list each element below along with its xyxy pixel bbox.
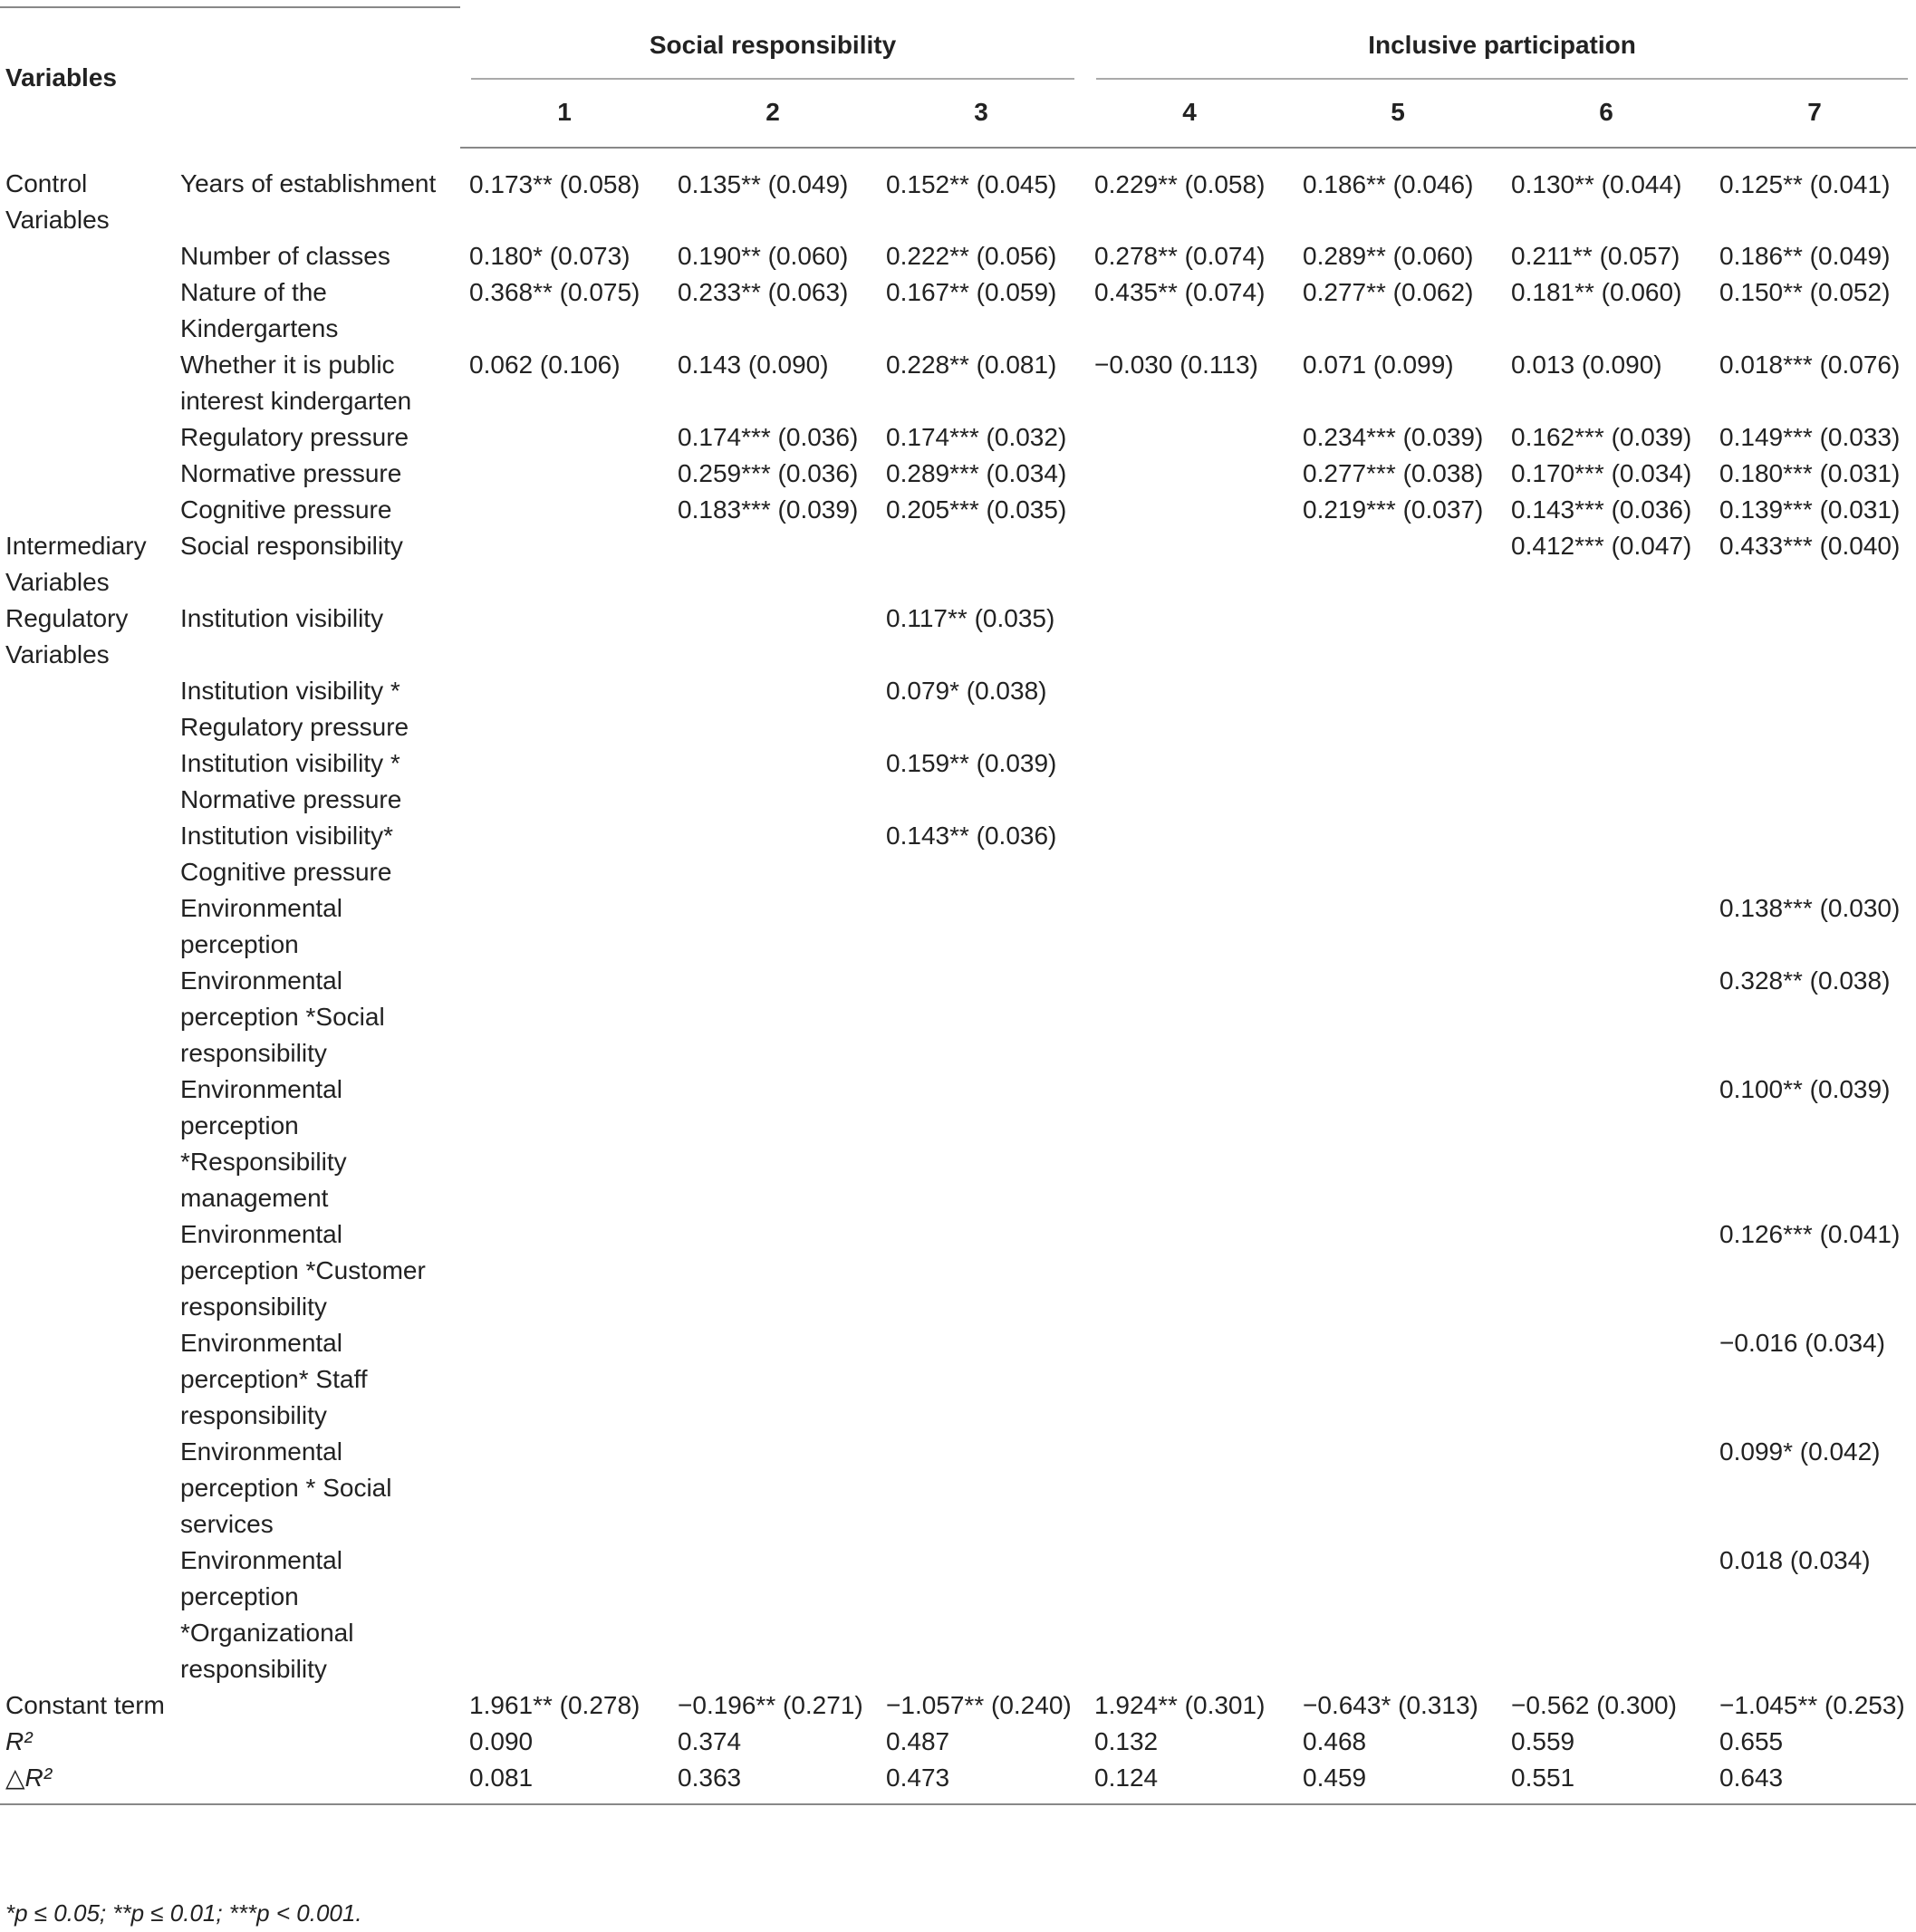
row-variable-label: Institution visibility* Cognitive pressure (180, 822, 393, 886)
row-variable-label: Cognitive pressure (180, 495, 392, 524)
cell-model-7 (1710, 673, 1916, 745)
cell-model-3: 0.222** (0.056) (886, 242, 1057, 270)
group-underline (1096, 78, 1908, 80)
cell-model-3 (877, 890, 1085, 963)
cell-model-1: 0.180* (0.073) (469, 242, 631, 270)
row-group-label (0, 238, 175, 274)
cell-model-5 (1294, 963, 1502, 1072)
cell-model-1: 1.961** (0.278) (469, 1691, 640, 1719)
row-group-label (0, 419, 175, 456)
cell-model-2 (669, 1434, 877, 1543)
group-header-social-responsibility (460, 7, 1085, 80)
table-row (0, 745, 1916, 818)
group-label: Inclusive participation (1368, 31, 1636, 59)
cell-model-1 (460, 601, 669, 673)
table-row (0, 673, 1916, 745)
table-row (0, 1724, 1916, 1760)
cell-model-7 (1710, 601, 1916, 673)
row-group-label: R² (5, 1727, 33, 1755)
cell-model-6 (1502, 673, 1710, 745)
table-row (0, 274, 1916, 347)
row-variable-label: Years of establishment (180, 169, 437, 197)
cell-model-5 (1294, 528, 1502, 601)
cell-model-5: 0.277** (0.062) (1303, 278, 1474, 306)
row-variable-label (175, 1724, 460, 1760)
cell-model-1: 0.090 (469, 1727, 534, 1755)
cell-model-4: −0.030 (0.113) (1094, 351, 1258, 379)
cell-model-2: 0.174*** (0.036) (678, 423, 859, 451)
cell-model-5 (1294, 1216, 1502, 1325)
row-group-label: Regulatory Variables (5, 604, 129, 668)
cell-model-2 (669, 528, 877, 601)
cell-model-4: 0.435** (0.074) (1094, 278, 1266, 306)
cell-model-7: 0.018*** (0.076) (1719, 351, 1901, 379)
group-label: Social responsibility (649, 31, 897, 59)
column-header: 5 (1294, 80, 1502, 148)
cell-model-4 (1085, 456, 1294, 492)
cell-model-4: 1.924** (0.301) (1094, 1691, 1266, 1719)
row-group-label (0, 274, 175, 347)
cell-model-5 (1294, 890, 1502, 963)
row-variable-label: Institution visibility * Normative pressure (180, 749, 402, 813)
cell-model-7: 0.138*** (0.030) (1719, 894, 1901, 922)
cell-model-1 (460, 1543, 669, 1687)
cell-model-4: 0.132 (1094, 1727, 1159, 1755)
cell-model-1 (460, 1216, 669, 1325)
cell-model-7 (1710, 818, 1916, 890)
cell-model-2: 0.183*** (0.039) (678, 495, 859, 524)
row-variable-label: Social responsibility (180, 532, 403, 560)
cell-model-2 (669, 1072, 877, 1216)
cell-model-1 (460, 890, 669, 963)
cell-model-4 (1085, 963, 1294, 1072)
table-row (0, 1072, 1916, 1216)
row-group-label (0, 1325, 175, 1434)
cell-model-5: 0.219*** (0.037) (1303, 495, 1484, 524)
cell-model-3 (877, 1216, 1085, 1325)
cell-model-5: 0.468 (1303, 1727, 1367, 1755)
cell-model-4: 0.278** (0.074) (1094, 242, 1266, 270)
table-row (0, 1760, 1916, 1804)
cell-model-7: 0.149*** (0.033) (1719, 423, 1901, 451)
cell-model-6: 0.412*** (0.047) (1511, 532, 1692, 560)
table-body (0, 148, 1916, 1804)
cell-model-4 (1085, 1072, 1294, 1216)
row-variable-label: Whether it is public interest kindergarten (180, 351, 412, 415)
cell-model-5: 0.186** (0.046) (1303, 170, 1474, 198)
table-row (0, 890, 1916, 963)
table-row (0, 1216, 1916, 1325)
table-row (0, 963, 1916, 1072)
cell-model-6: 0.013 (0.090) (1511, 351, 1662, 379)
row-variable-label: Environmental perception * Social services (180, 1437, 392, 1538)
row-variable-label: Environmental perception *Organizational responsibility (180, 1546, 354, 1683)
cell-model-2 (669, 818, 877, 890)
cell-model-6: 0.130** (0.044) (1511, 170, 1682, 198)
cell-model-4 (1085, 818, 1294, 890)
cell-model-1 (460, 673, 669, 745)
cell-model-1 (460, 492, 669, 528)
cell-model-2: 0.143 (0.090) (678, 351, 829, 379)
cell-model-4 (1085, 492, 1294, 528)
row-variable-label: Environmental perception *Social responsibility (180, 966, 385, 1067)
cell-model-6: 0.162*** (0.039) (1511, 423, 1692, 451)
column-header: 3 (877, 80, 1085, 148)
cell-model-2: 0.190** (0.060) (678, 242, 849, 270)
cell-model-3: 0.289*** (0.034) (886, 459, 1067, 487)
row-variable-label: Normative pressure (180, 459, 402, 487)
cell-model-6: 0.143*** (0.036) (1511, 495, 1692, 524)
row-variable-label (175, 1760, 460, 1804)
column-header: 4 (1085, 80, 1294, 148)
cell-model-5: 0.289** (0.060) (1303, 242, 1474, 270)
row-variable-label: Environmental perception *Customer responsibility (180, 1220, 426, 1321)
row-group-label (0, 745, 175, 818)
row-variable-label: Environmental perception *Responsibility management (180, 1075, 347, 1212)
cell-model-2 (669, 673, 877, 745)
cell-model-3 (877, 963, 1085, 1072)
cell-model-6: 0.211** (0.057) (1511, 242, 1680, 270)
cell-model-1: 0.062 (0.106) (469, 351, 621, 379)
row-variable-label: Environmental perception (180, 894, 342, 958)
cell-model-7: 0.126*** (0.041) (1719, 1220, 1901, 1248)
cell-model-3: 0.205*** (0.035) (886, 495, 1067, 524)
cell-model-7: 0.018 (0.034) (1719, 1546, 1871, 1574)
cell-model-1 (460, 1325, 669, 1434)
cell-model-1 (460, 456, 669, 492)
cell-model-1 (460, 963, 669, 1072)
cell-model-3: 0.228** (0.081) (886, 351, 1057, 379)
cell-model-1: 0.081 (460, 1760, 669, 1804)
cell-model-6 (1502, 1543, 1710, 1687)
table-header (0, 7, 1916, 148)
cell-model-2: 0.135** (0.049) (678, 170, 849, 198)
cell-model-3 (877, 1072, 1085, 1216)
cell-model-7: 0.150** (0.052) (1719, 278, 1891, 306)
row-group-label: △R² (0, 1760, 175, 1804)
cell-model-3 (877, 528, 1085, 601)
cell-model-5: −0.643* (0.313) (1303, 1691, 1478, 1719)
cell-model-3 (877, 1325, 1085, 1434)
cell-model-7: 0.433*** (0.040) (1719, 532, 1901, 560)
cell-model-1 (460, 1072, 669, 1216)
cell-model-3: 0.117** (0.035) (886, 604, 1055, 632)
cell-model-7: 0.139*** (0.031) (1719, 495, 1901, 524)
cell-model-2 (669, 1216, 877, 1325)
row-group-label (0, 1216, 175, 1325)
cell-model-7: −0.016 (0.034) (1719, 1329, 1885, 1357)
row-variable-label: Institution visibility (180, 604, 384, 632)
header-group-row (0, 7, 1916, 80)
cell-model-6: −0.562 (0.300) (1511, 1691, 1677, 1719)
cell-model-3: 0.487 (886, 1727, 950, 1755)
cell-model-5 (1294, 601, 1502, 673)
table-row (0, 148, 1916, 238)
table-row (0, 1325, 1916, 1434)
cell-model-1 (460, 818, 669, 890)
cell-model-5 (1294, 1325, 1502, 1434)
row-group-label (0, 347, 175, 419)
cell-model-2: 0.374 (678, 1727, 742, 1755)
cell-model-7: 0.180*** (0.031) (1719, 459, 1901, 487)
cell-model-2 (669, 601, 877, 673)
cell-model-3 (877, 1543, 1085, 1687)
cell-model-2 (669, 745, 877, 818)
cell-model-2: 0.259*** (0.036) (678, 459, 859, 487)
cell-model-6 (1502, 890, 1710, 963)
cell-model-5 (1294, 818, 1502, 890)
cell-model-2: 0.233** (0.063) (678, 278, 849, 306)
cell-model-5 (1294, 673, 1502, 745)
cell-model-7: 0.328** (0.038) (1719, 966, 1891, 995)
cell-model-1 (460, 528, 669, 601)
cell-model-4 (1085, 528, 1294, 601)
cell-model-5: 0.459 (1294, 1760, 1502, 1804)
cell-model-2 (669, 1543, 877, 1687)
cell-model-3: 0.152** (0.045) (886, 170, 1057, 198)
cell-model-2: 0.363 (669, 1760, 877, 1804)
row-group-label (0, 1434, 175, 1543)
cell-model-4 (1085, 673, 1294, 745)
table-row (0, 1687, 1916, 1724)
cell-model-4 (1085, 1543, 1294, 1687)
cell-model-3: 0.174*** (0.032) (886, 423, 1067, 451)
cell-model-6 (1502, 601, 1710, 673)
cell-model-6 (1502, 745, 1710, 818)
column-header: 2 (669, 80, 877, 148)
cell-model-4 (1085, 890, 1294, 963)
cell-model-6: 0.170*** (0.034) (1511, 459, 1692, 487)
row-group-label (0, 673, 175, 745)
cell-model-3: 0.159** (0.039) (886, 749, 1057, 777)
row-group-label (0, 1543, 175, 1687)
table-row (0, 456, 1916, 492)
cell-model-7: 0.643 (1710, 1760, 1916, 1804)
cell-model-6 (1502, 963, 1710, 1072)
cell-model-1 (460, 745, 669, 818)
table-row (0, 347, 1916, 419)
table-row (0, 238, 1916, 274)
cell-model-6 (1502, 1325, 1710, 1434)
row-group-label (0, 456, 175, 492)
column-header: 6 (1502, 80, 1710, 148)
table-row (0, 1543, 1916, 1687)
cell-model-1 (460, 419, 669, 456)
cell-model-3: 0.143** (0.036) (886, 822, 1057, 850)
cell-model-6 (1502, 1216, 1710, 1325)
table-row (0, 1434, 1916, 1543)
cell-model-1 (460, 1434, 669, 1543)
cell-model-3 (877, 1434, 1085, 1543)
row-variable-label: Nature of the Kindergartens (180, 278, 339, 342)
row-group-label (0, 1072, 175, 1216)
cell-model-4 (1085, 745, 1294, 818)
column-header: 7 (1710, 80, 1916, 148)
cell-model-2 (669, 963, 877, 1072)
cell-model-6 (1502, 1434, 1710, 1543)
column-header: 1 (460, 80, 669, 148)
cell-model-5 (1294, 1434, 1502, 1543)
row-group-label (0, 818, 175, 890)
cell-model-4 (1085, 1434, 1294, 1543)
table-row (0, 528, 1916, 601)
cell-model-4: 0.124 (1085, 1760, 1294, 1804)
table-row (0, 818, 1916, 890)
cell-model-6: 0.551 (1502, 1760, 1710, 1804)
cell-model-3: −1.057** (0.240) (886, 1691, 1072, 1719)
cell-model-6 (1502, 1072, 1710, 1216)
table-row (0, 492, 1916, 528)
cell-model-2: −0.196** (0.271) (678, 1691, 863, 1719)
variables-header: Variables (0, 7, 460, 148)
regression-table (0, 6, 1916, 1805)
row-variable-label: Institution visibility * Regulatory pressure (180, 677, 409, 741)
cell-model-6: 0.559 (1511, 1727, 1575, 1755)
cell-model-2 (669, 890, 877, 963)
cell-model-5 (1294, 1543, 1502, 1687)
cell-model-1: 0.173** (0.058) (469, 170, 640, 198)
cell-model-5: 0.234*** (0.039) (1303, 423, 1484, 451)
cell-model-7 (1710, 745, 1916, 818)
cell-model-7: 0.125** (0.041) (1719, 170, 1891, 198)
cell-model-7: 0.655 (1719, 1727, 1784, 1755)
row-group-label (0, 963, 175, 1072)
row-group-label (0, 890, 175, 963)
cell-model-1: 0.368** (0.075) (469, 278, 640, 306)
row-group-label: Intermediary Variables (5, 532, 147, 596)
row-variable-label: Number of classes (180, 242, 390, 270)
cell-model-3: 0.167** (0.059) (886, 278, 1057, 306)
cell-model-6 (1502, 818, 1710, 890)
cell-model-3: 0.473 (877, 1760, 1085, 1804)
cell-model-4 (1085, 1216, 1294, 1325)
row-group-label (0, 492, 175, 528)
row-variable-label: Regulatory pressure (180, 423, 409, 451)
cell-model-3: 0.079* (0.038) (886, 677, 1047, 705)
cell-model-6: 0.181** (0.060) (1511, 278, 1682, 306)
footnote: *p ≤ 0.05; **p ≤ 0.01; ***p < 0.001. (5, 1899, 362, 1927)
cell-model-4 (1085, 601, 1294, 673)
cell-model-4 (1085, 1325, 1294, 1434)
table-row (0, 419, 1916, 456)
cell-model-5 (1294, 1072, 1502, 1216)
table-row (0, 601, 1916, 673)
cell-model-7: 0.100** (0.039) (1719, 1075, 1891, 1103)
row-variable-label (175, 1687, 460, 1724)
cell-model-4: 0.229** (0.058) (1094, 170, 1266, 198)
row-group-label: Control Variables (5, 169, 110, 234)
cell-model-7: 0.099* (0.042) (1719, 1437, 1881, 1466)
row-variable-label: Environmental perception* Staff responsibility (180, 1329, 368, 1429)
group-underline (471, 78, 1074, 80)
cell-model-7: −1.045** (0.253) (1719, 1691, 1905, 1719)
cell-model-7: 0.186** (0.049) (1719, 242, 1891, 270)
cell-model-5: 0.071 (0.099) (1303, 351, 1454, 379)
cell-model-2 (669, 1325, 877, 1434)
group-header-inclusive-participation (1085, 7, 1916, 80)
cell-model-5 (1294, 745, 1502, 818)
row-group-label: Constant term (5, 1691, 165, 1719)
cell-model-4 (1085, 419, 1294, 456)
cell-model-5: 0.277*** (0.038) (1303, 459, 1484, 487)
